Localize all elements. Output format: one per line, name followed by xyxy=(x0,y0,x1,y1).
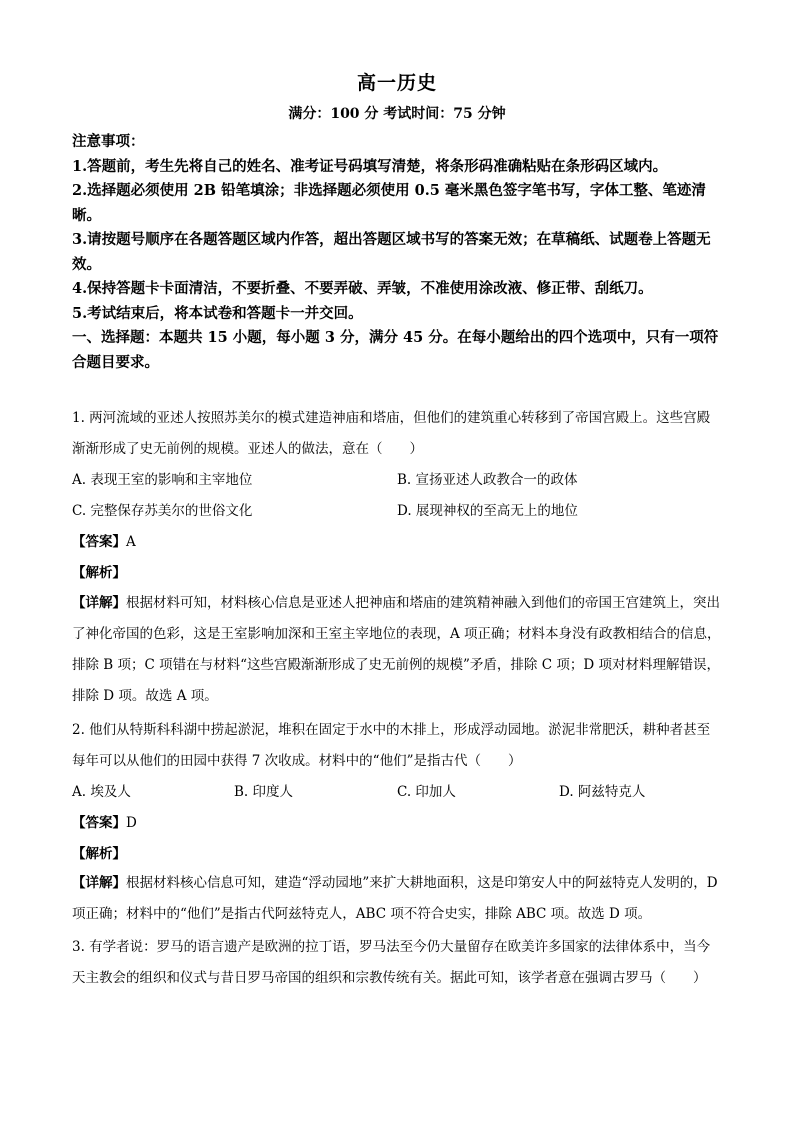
note-item: 3.请按题号顺序在各题答题区域内作答，超出答题区域书写的答案无效；在草稿纸、试题卷上答题无效。 xyxy=(72,231,711,273)
note-item: 2.选择题必须使用 2B 铅笔填涂；非选择题必须使用 0.5 毫米黑色签字笔书写，字体工整、笔迹清晰。 xyxy=(72,182,706,224)
option-d: D. 展现神权的至高无上的地位 xyxy=(397,503,578,519)
option-b: B. 印度人 xyxy=(234,784,294,800)
note-item: 5.考试结束后，将本试卷和答题卡一并交回。 xyxy=(72,304,363,322)
analysis-label: 【解析】 xyxy=(72,846,126,862)
notes-block xyxy=(72,130,722,375)
option-c: C. 印加人 xyxy=(397,784,456,800)
option-c: C. 完整保存苏美尔的世俗文化 xyxy=(72,503,253,519)
question-2-detail xyxy=(72,868,724,930)
question-1-analysis xyxy=(72,561,126,581)
page-title: 高一历史 xyxy=(356,72,437,94)
question-1-detail xyxy=(72,588,724,712)
note-item: 4.保持答题卡卡面清洁，不要折叠、不要弄破、弄皱，不准使用涂改液、修正带、刮纸刀。 xyxy=(72,280,653,297)
answer-label: 【答案】 xyxy=(72,815,126,831)
note-item: 1.答题前，考生先将自己的姓名、准考证号码填写清楚，将条形码准确粘贴在条形码区域内。 xyxy=(72,157,668,175)
exam-info: 满分：100 分 考试时间：75 分钟 xyxy=(288,106,506,122)
answer-value: D xyxy=(126,815,137,831)
option-d: D. 阿兹特克人 xyxy=(559,784,646,800)
detail-text: 根据材料核心信息可知，建造“浮动园地”来扩大耕地面积，这是印第安人中的阿兹特克人发明的，D 项正确；材料中的“他们”是指古代阿兹特克人，ABC 项不符合史实，排除 ABC 项。故选 D 项。 xyxy=(72,875,718,922)
answer-label: 【答案】 xyxy=(72,534,126,550)
question-2-options xyxy=(72,780,722,804)
option-b: B. 宣扬亚述人政教合一的政体 xyxy=(397,472,578,488)
answer-value: A xyxy=(126,534,136,550)
question-1-options-2 xyxy=(72,499,722,523)
detail-label: 【详解】 xyxy=(72,875,126,891)
notes-heading: 注意事项： xyxy=(72,133,145,150)
section-heading: 一、选择题：本题共 15 小题，每小题 3 分，满分 45 分。在每小题给出的四个选项中，只有一项符合题目要求。 xyxy=(72,329,719,371)
question-1-options xyxy=(72,468,722,492)
question-1-answer xyxy=(72,530,136,550)
detail-text: 根据材料可知，材料核心信息是亚述人把神庙和塔庙的建筑精神融入到他们的帝国王宫建筑上，突出了神化帝国的色彩，这是王室影响加深和王室主宰地位的表现，A 项正确；材料本身没有政教相结合的信息，排除 B 项；C 项错在与材料“这些宫殿渐渐形成了史无前例的规模”矛盾，排除 C 项；D 项对材料理解错误，排除 D 项。故选 A 项。 xyxy=(72,595,721,704)
question-1-stem: 1. 两河流域的亚述人按照苏美尔的模式建造神庙和塔庙，但他们的建筑重心转移到了帝国宫殿上。这些宫殿渐渐形成了史无前例的规模。亚述人的做法，意在（ ） xyxy=(72,410,711,457)
question-2-analysis xyxy=(72,842,126,862)
detail-label: 【详解】 xyxy=(72,595,126,611)
option-a: A. 埃及人 xyxy=(72,784,131,800)
question-3-stem: 3. 有学者说：罗马的语言遗产是欧洲的拉丁语，罗马法至今仍大量留存在欧美许多国家的法律体系中，当今天主教会的组织和仪式与昔日罗马帝国的组织和宗教传统有关。据此可知，该学者意在强调古罗马（ ） xyxy=(72,939,711,986)
question-2-answer xyxy=(72,811,137,831)
analysis-label: 【解析】 xyxy=(72,565,126,581)
option-a: A. 表现王室的影响和主宰地位 xyxy=(72,472,253,488)
question-2-stem: 2. 他们从特斯科科湖中捞起淤泥，堆积在固定于水中的木排上，形成浮动园地。淤泥非常肥沃，耕种者甚至每年可以从他们的田园中获得 7 次收成。材料中的“他们”是指古代（ ） xyxy=(72,722,711,769)
